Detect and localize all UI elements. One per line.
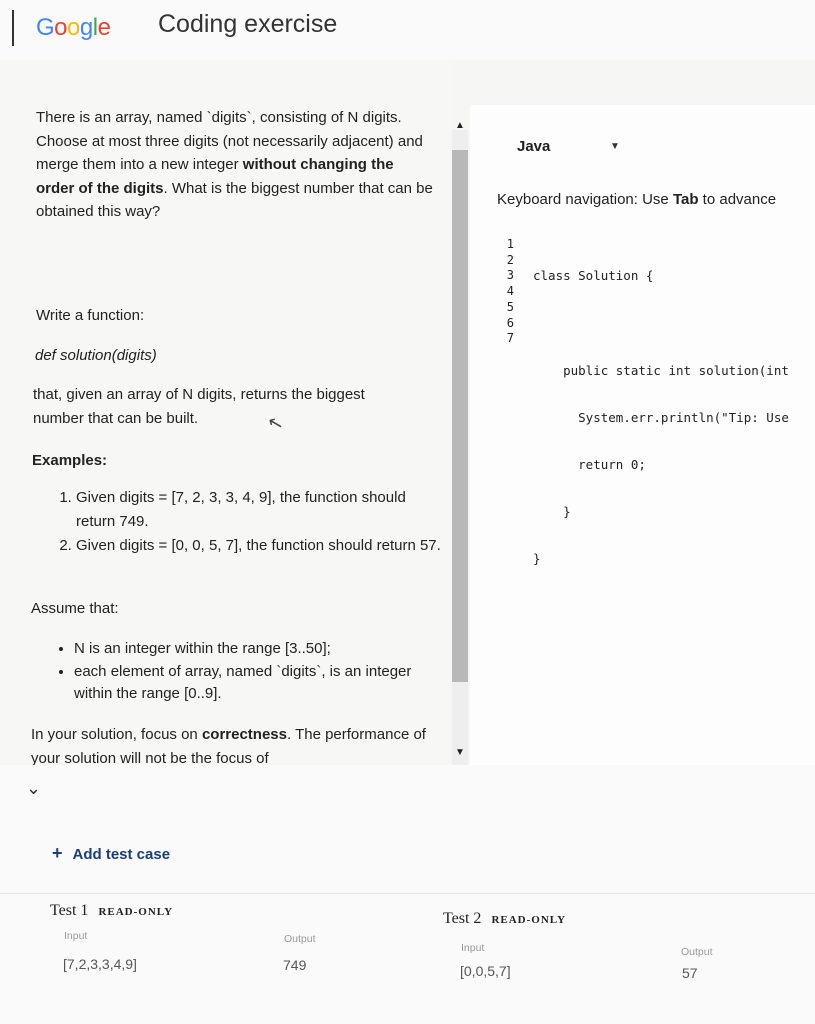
- examples-heading: Examples:: [32, 452, 108, 469]
- page-title: Coding exercise: [158, 10, 338, 38]
- google-logo: Google: [36, 14, 111, 41]
- output-label: Output: [681, 946, 713, 958]
- test-output-value: 749: [283, 957, 307, 973]
- returns-text: that, given an array of N digits, returns the biggest number that can be built.: [33, 386, 365, 427]
- example-item: 1. Given digits = [7, 2, 3, 3, 4, 9], the function should return 749.: [76, 486, 446, 533]
- intro-bold: without changing the order of the digits: [36, 156, 394, 197]
- example-item: 2. Given digits = [0, 0, 5, 7], the function should return 57.: [76, 534, 446, 558]
- line-number: 4: [506, 284, 514, 299]
- focus-text: In your solution, focus on correctness. The performance of your solution will not be the focus of: [31, 726, 426, 765]
- code-text-area[interactable]: [533, 237, 815, 582]
- test-2-title: Test 2 READ-ONLY: [443, 910, 567, 927]
- keyboard-hint: Keyboard navigation: Use Tab to advance: [497, 191, 777, 208]
- test-1-title: Test 1 READ-ONLY: [50, 902, 174, 919]
- line-number: 2: [506, 252, 514, 267]
- test-input-value: [0,0,5,7]: [460, 963, 511, 979]
- read-only-badge: READ-ONLY: [98, 906, 174, 918]
- intro-text-1: There is an array, named `digits`, consisting of N digits. Choose at most three digits (not necessarily adjacent) and merge them into a new integer: [36, 109, 423, 173]
- code-line: class Solution {: [533, 268, 654, 284]
- plus-icon: +: [52, 843, 63, 863]
- assumption-item: • N is an integer within the range [3..50];: [74, 638, 434, 661]
- write-function-text: Write a function:: [36, 307, 145, 324]
- scroll-up-arrow-icon[interactable]: ▲: [455, 120, 465, 131]
- window-edge: [12, 10, 14, 46]
- assume-heading: Assume that:: [31, 600, 119, 617]
- line-number: 1: [506, 237, 514, 251]
- code-line: System.err.println("Tip: Use: [533, 409, 789, 425]
- mouse-cursor-icon: ↖: [265, 411, 286, 435]
- line-number: 7: [506, 331, 514, 346]
- line-number: 3: [506, 268, 514, 283]
- output-label: Output: [284, 933, 316, 945]
- code-line: return 0;: [533, 456, 646, 472]
- code-line: }: [533, 551, 541, 567]
- code-line: }: [533, 503, 571, 519]
- line-number: 5: [506, 299, 514, 314]
- test-input-value: [7,2,3,3,4,9]: [63, 956, 137, 972]
- chevron-down-icon[interactable]: ⌄: [26, 778, 42, 798]
- language-select[interactable]: Java: [517, 138, 551, 155]
- assumptions-list: [36, 638, 434, 706]
- assumption-item: • each element of array, named `digits`, is an integer within the range [0..9].: [74, 661, 434, 706]
- chevron-down-icon[interactable]: ▼: [610, 141, 620, 152]
- input-label: Input: [461, 942, 485, 954]
- test-output-value: 57: [682, 965, 698, 981]
- scroll-down-arrow-icon[interactable]: ▼: [455, 747, 465, 758]
- divider: [0, 893, 815, 894]
- test-cases-panel: [0, 765, 815, 1024]
- input-label: Input: [64, 930, 88, 942]
- top-bar: [0, 0, 815, 60]
- intro-text-2: . What is the biggest number that can be obtained this way?: [36, 179, 433, 220]
- line-number: 6: [506, 315, 514, 330]
- examples-list: [40, 486, 446, 559]
- code-line: [533, 316, 815, 332]
- code-line: public static int solution(int: [533, 362, 789, 378]
- read-only-badge: READ-ONLY: [491, 914, 567, 926]
- line-number-gutter: [498, 237, 514, 347]
- add-test-case-button[interactable]: + Add test case: [52, 843, 171, 863]
- scrollbar-thumb[interactable]: [452, 150, 468, 682]
- problem-statement: [36, 106, 436, 224]
- function-signature: def solution(digits): [35, 347, 157, 364]
